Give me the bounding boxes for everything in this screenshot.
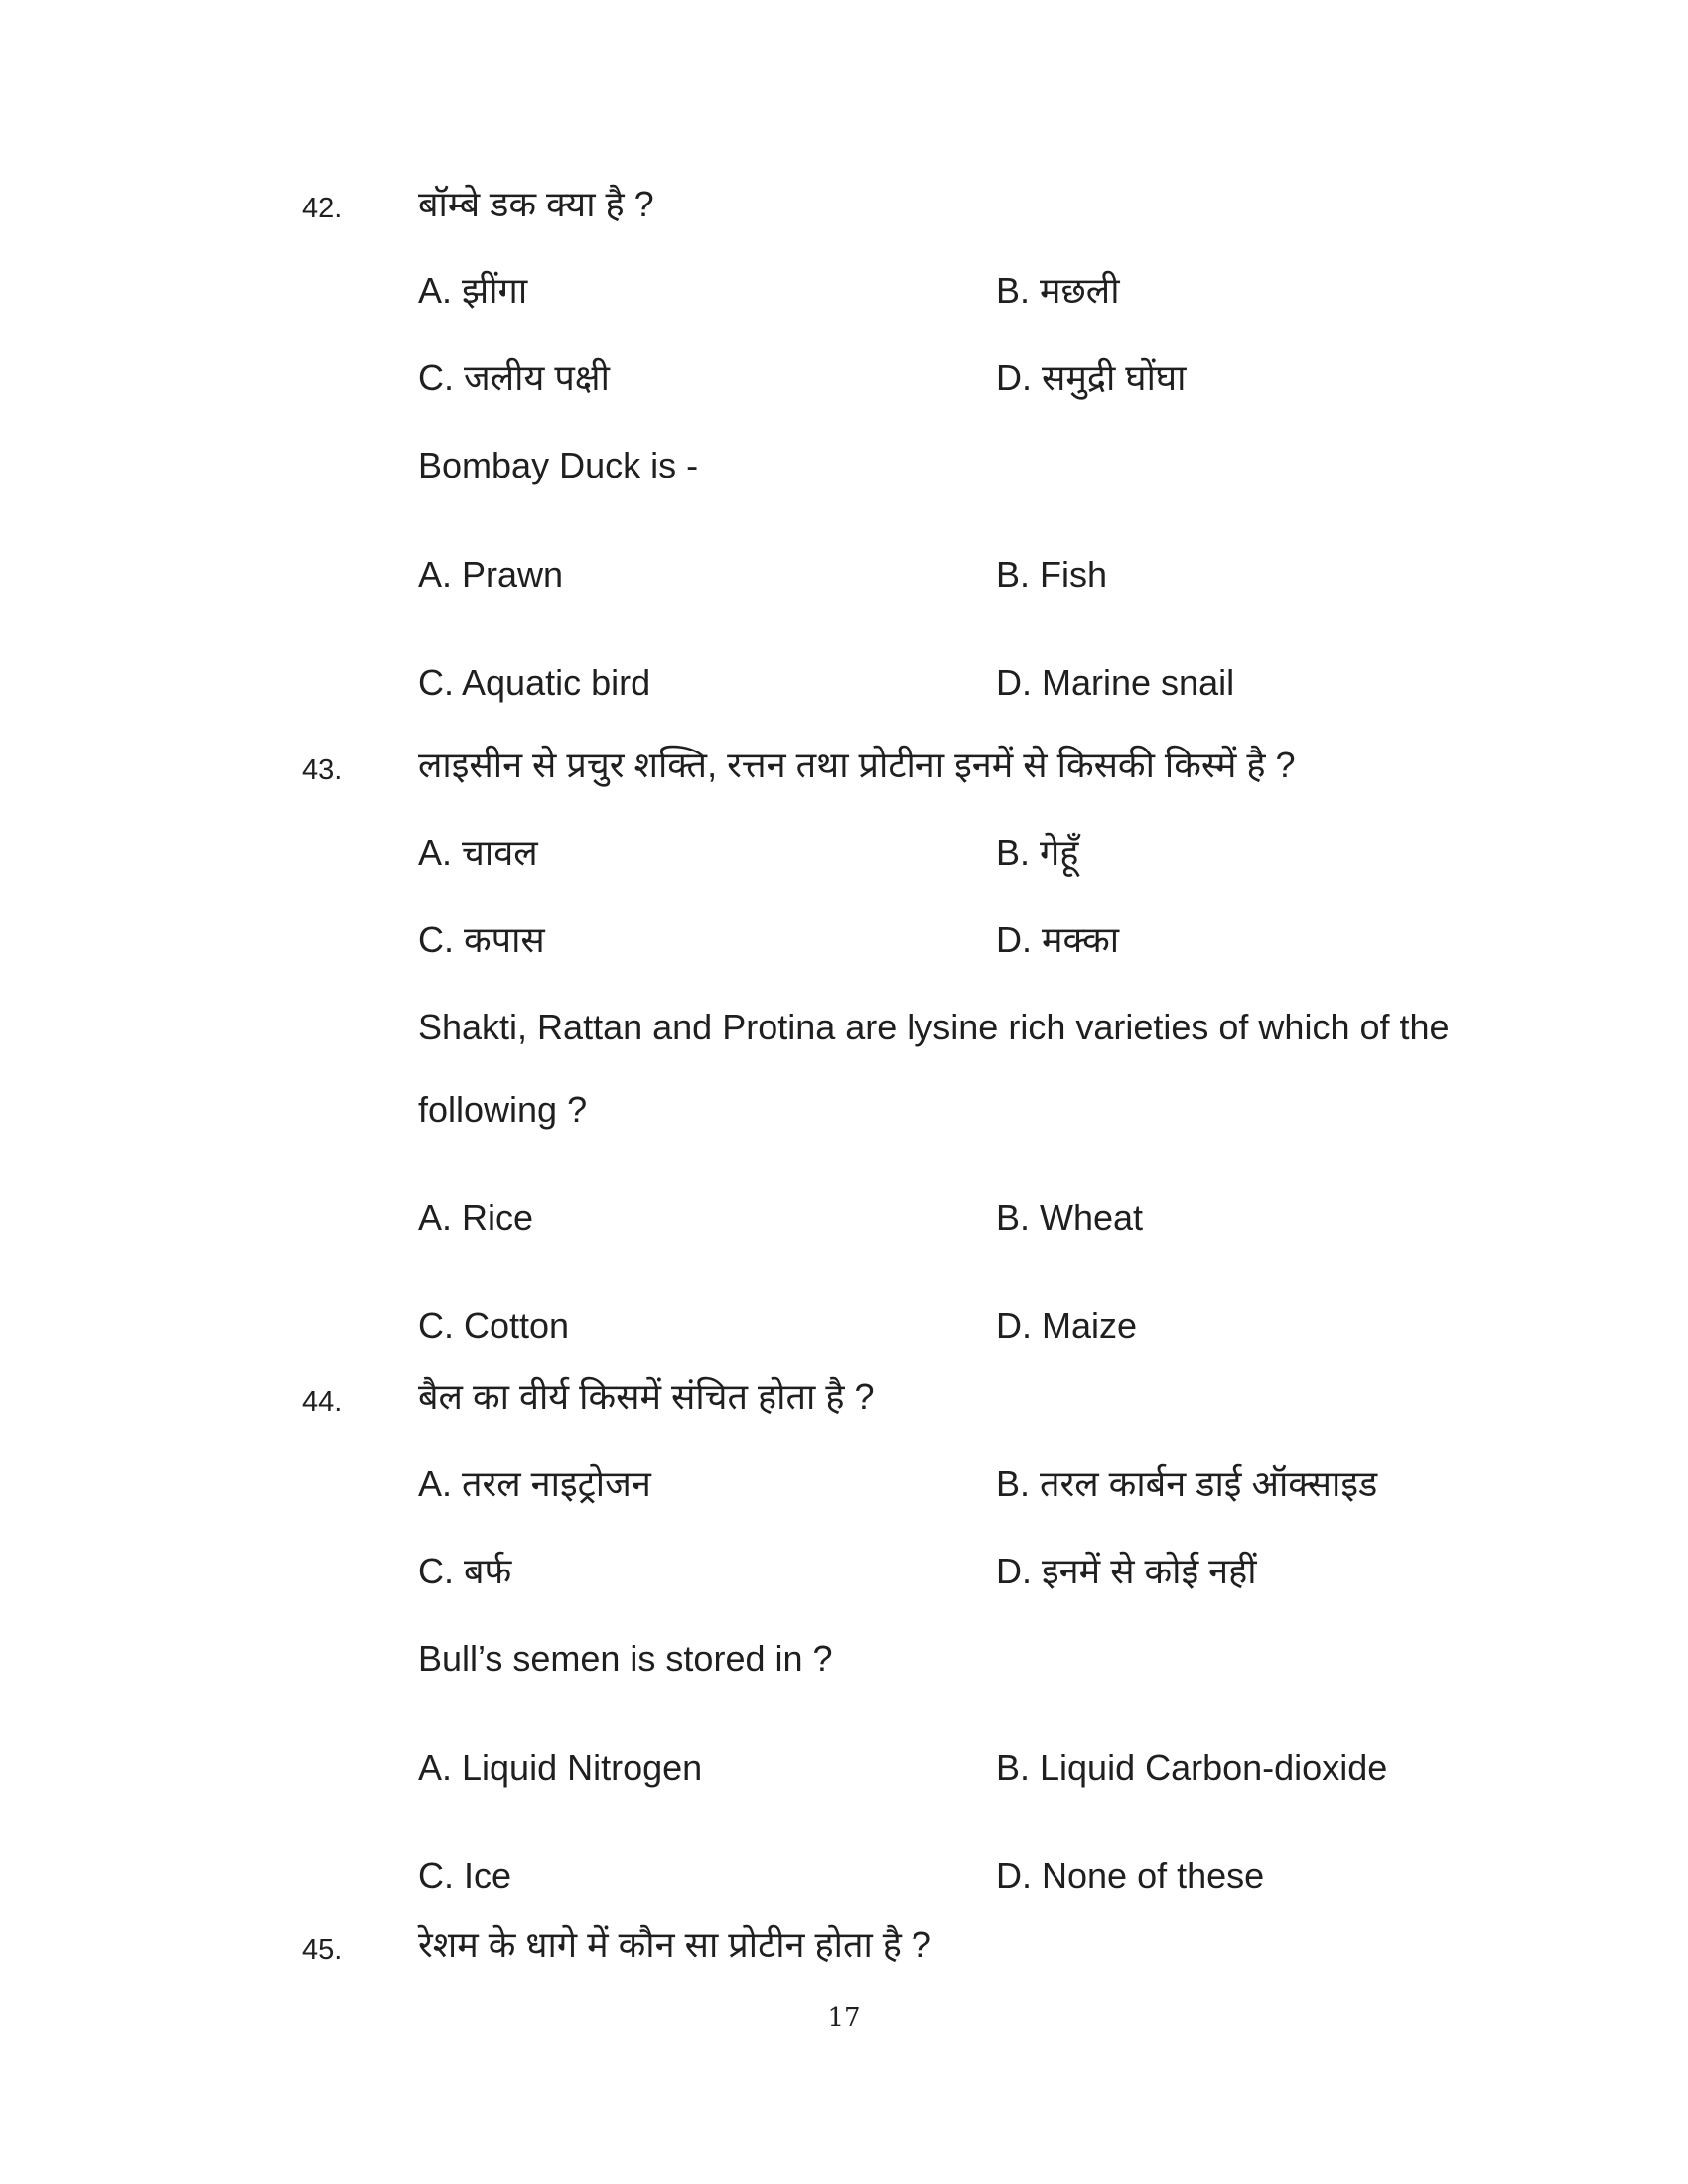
q44-english-option-d: D. None of these	[996, 1855, 1265, 1896]
question-43-hindi: लाइसीन से प्रचुर शक्ति, रत्तन तथा प्रोटीना इनमें से किसकी किस्में है ?	[418, 745, 1296, 785]
q44-english-option-a: A. Liquid Nitrogen	[418, 1747, 703, 1788]
question-number-42: 42.	[302, 193, 343, 224]
question-number-44: 44.	[302, 1386, 343, 1418]
q42-english-option-b: B. Fish	[996, 554, 1108, 595]
q42-hindi-option-a: A. झींगा	[418, 270, 528, 311]
question-number-45: 45.	[302, 1934, 343, 1966]
q43-english-option-d: D. Maize	[996, 1305, 1138, 1346]
q43-hindi-option-b: B. गेहूँ	[996, 832, 1079, 873]
question-43-english-line2: following ?	[418, 1089, 588, 1130]
q42-english-option-d: D. Marine snail	[996, 662, 1235, 703]
question-43-english-line1: Shakti, Rattan and Protina are lysine rich varieties of which of the	[418, 1007, 1450, 1047]
q42-hindi-option-c: C. जलीय पक्षी	[418, 357, 610, 398]
q44-hindi-option-a: A. तरल नाइट्रोजन	[418, 1463, 651, 1504]
q43-hindi-option-c: C. कपास	[418, 919, 545, 960]
q43-english-option-c: C. Cotton	[418, 1305, 570, 1346]
question-45-hindi: रेशम के धागे में कौन सा प्रोटीन होता है ?	[418, 1924, 931, 1965]
question-number-43: 43.	[302, 754, 343, 786]
question-42-hindi: बॉम्बे डक क्या है ?	[418, 184, 654, 224]
q42-english-option-c: C. Aquatic bird	[418, 662, 651, 703]
q44-hindi-option-d: D. इनमें से कोई नहीं	[996, 1551, 1257, 1591]
question-44-hindi: बैल का वीर्य किसमें संचित होता है ?	[418, 1376, 875, 1417]
q43-hindi-option-a: A. चावल	[418, 832, 538, 873]
q44-english-option-b: B. Liquid Carbon-dioxide	[996, 1747, 1388, 1788]
page-number: 17	[827, 2003, 861, 2033]
q42-english-option-a: A. Prawn	[418, 554, 564, 595]
q44-english-option-c: C. Ice	[418, 1855, 512, 1896]
q44-hindi-option-b: B. तरल कार्बन डाई ऑक्साइड	[996, 1463, 1378, 1504]
q43-english-option-b: B. Wheat	[996, 1197, 1144, 1238]
q42-hindi-option-b: B. मछली	[996, 270, 1120, 311]
question-44-english: Bull’s semen is stored in ?	[418, 1638, 833, 1679]
q43-english-option-a: A. Rice	[418, 1197, 534, 1238]
question-42-english: Bombay Duck is -	[418, 445, 699, 485]
q43-hindi-option-d: D. मक्का	[996, 919, 1120, 960]
q42-hindi-option-d: D. समुद्री घोंघा	[996, 357, 1187, 398]
q44-hindi-option-c: C. बर्फ	[418, 1551, 512, 1591]
